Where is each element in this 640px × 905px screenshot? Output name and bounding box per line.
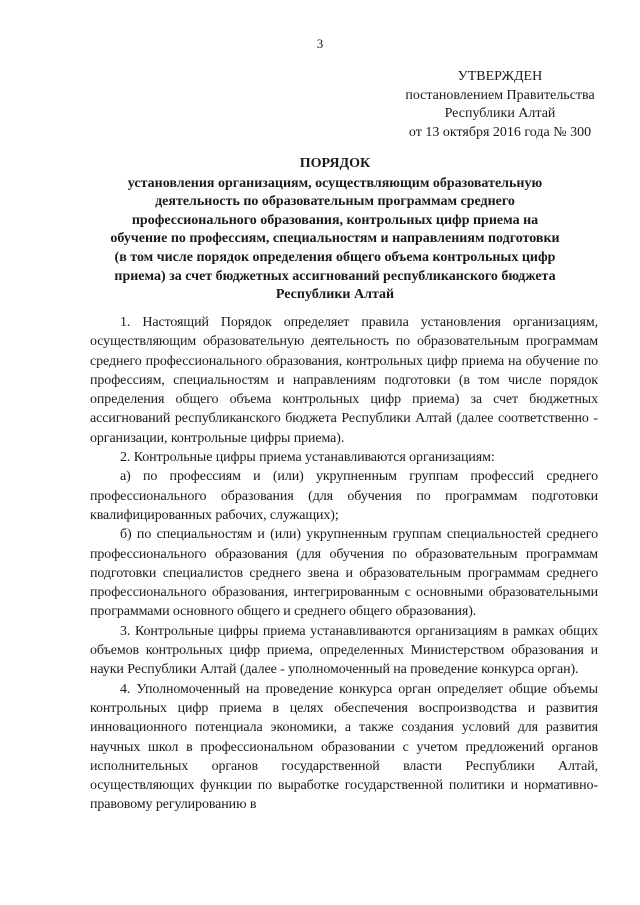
document-body: [90, 313, 598, 815]
approval-stamp: [380, 68, 620, 142]
title-line: установления организациям, осуществляющим образовательную: [127, 175, 543, 191]
document-title: [90, 155, 580, 305]
approval-line-resolution: постановлением Правительства: [405, 87, 595, 103]
paragraph-3: 3. Контрольные цифры приема устанавливаются организациям в рамках общих объемов контрольных цифр приема, определенных Министерством образования и науки Республики Алтай (далее - уполномоченный на проведение конкурса орган).: [90, 623, 598, 678]
approval-line-date: от 13 октября 2016 года № 300: [408, 124, 592, 140]
paragraph-2a: а) по профессиям и (или) укрупненным группам профессий среднего профессионального образования (для обучения по программам подготовки квалифицированных рабочих, служащих);: [90, 469, 598, 523]
paragraph-2b: б) по специальностям и (или) укрупненным группам специальностей среднего профессионального образования (для обучения по образовательным программам подготовки специалистов среднего звена и образовательным программам среднего профессионального образования, интегрированным с основными образовательными программами основного общего и среднего общего образования).: [90, 527, 598, 620]
title-line: обучение по профессиям, специальностям и направлениям подготовки: [110, 231, 560, 247]
title-line: деятельность по образовательным программам среднего: [155, 194, 515, 210]
title-line: Республики Алтай: [275, 287, 395, 303]
title-line: (в том числе порядок определения общего объема контрольных цифр: [114, 249, 556, 265]
paragraph-1: 1. Настоящий Порядок определяет правила установления организациям, осуществляющим образовательную деятельность по образовательным программам среднего профессионального образования, контрольных цифр приема на обучение по профессиям, специальностям и направлениям подготовки (в том числе порядок определения общего объема контрольных цифр приема) за счет бюджетных ассигнований республиканского бюджета Республики Алтай (далее соответственно - организации, контрольные цифры приема).: [90, 315, 598, 446]
paragraph-2: 2. Контрольные цифры приема устанавливаются организациям:: [120, 450, 495, 466]
page-number: 3: [316, 36, 324, 51]
title-line: профессионального образования, контрольных цифр приема на: [131, 212, 539, 228]
approval-heading: УТВЕРЖДЕН: [457, 69, 543, 84]
approval-line-republic: Республики Алтай: [444, 106, 556, 121]
title-line: приема) за счет бюджетных ассигнований республиканского бюджета: [114, 268, 556, 284]
paragraph-4: 4. Уполномоченный на проведение конкурса орган определяет общие объемы контрольных цифр приема в целях обеспечения воспроизводства и развития инновационного потенциала экономики, а также создания условий для развития научных школ в профессиональном образовании с учетом предложений органов исполнительных органов государственной власти Республики Алтай, осуществляющих функции по выработке государственной политики и нормативно-правовому регулированию в: [90, 681, 598, 813]
title-heading: ПОРЯДОК: [299, 156, 371, 171]
